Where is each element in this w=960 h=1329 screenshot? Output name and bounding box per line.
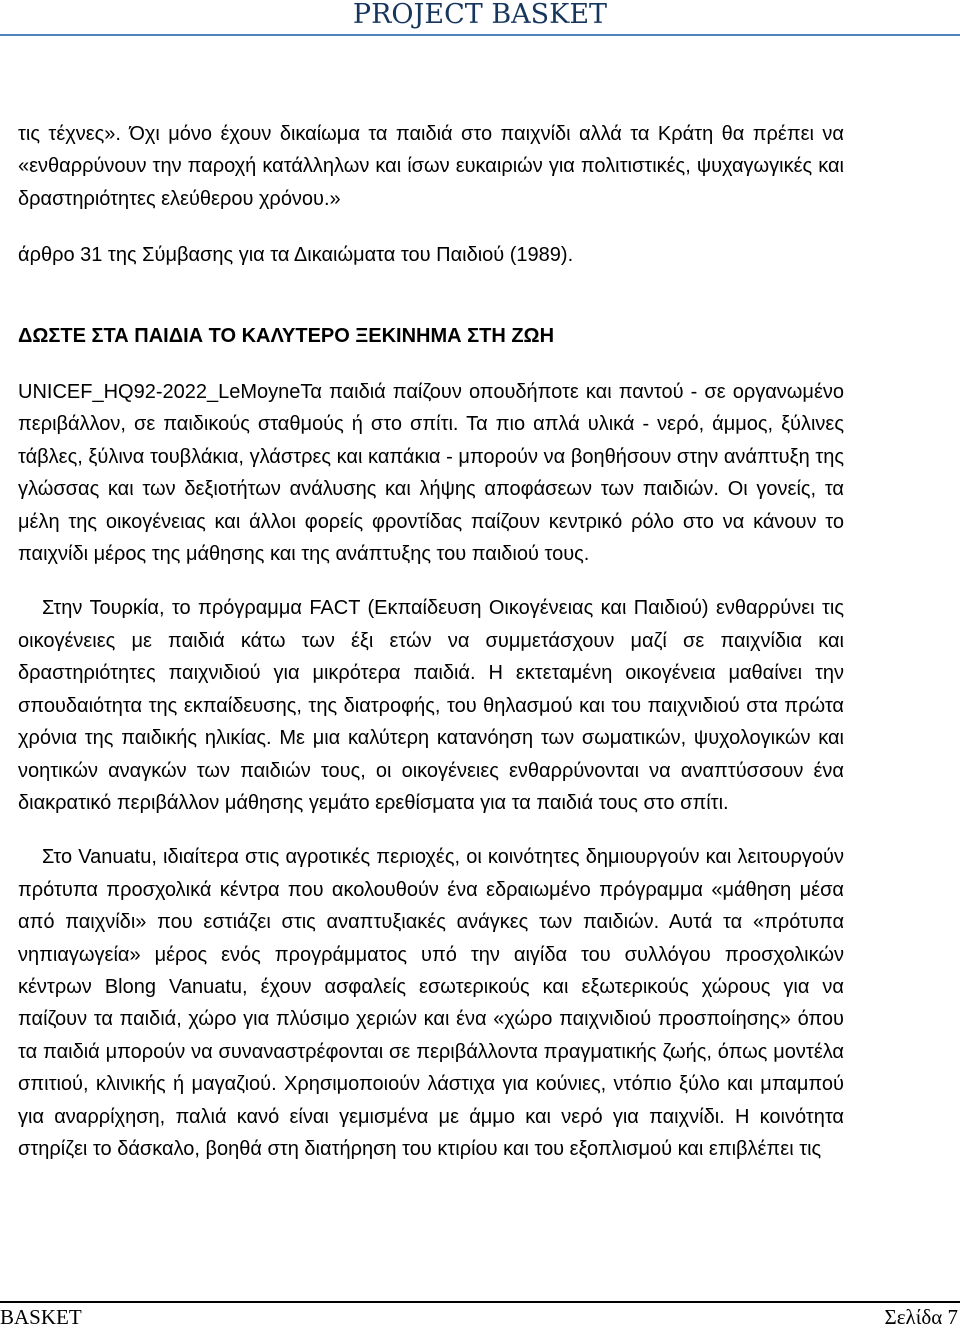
paragraph-turkey: Στην Τουρκία, το πρόγραμμα FACT (Εκπαίδευση Οικογένειας και Παιδιού) ενθαρρύνει τις οικογένειες με παιδιά κάτω των έξι ετών να συμμετάσχουν μαζί σε παιχνίδια και δραστηριότητες παιχνιδιού για μικρότερα παιδιά. Η εκτεταμένη οικογένεια μαθαίνει την σπουδαιότητα της εκπαίδευσης, της διατροφής, του θηλασμού και του παιχνιδιού στα πρώτα χρόνια της παιδικής ηλικίας. Με μια καλύτερη κατανόηση των σωματικών, ψυχολογικών και νοητικών αναγκών των παιδιών τους, οι οικογένειες ενθαρρύνονται να αναπτύσσουν ένα διακρατικό περιβάλλον μάθησης γεμάτο ερεθίσματα για τα παιδιά τους στο σπίτι.	[18, 597, 844, 814]
paragraph-vanuatu: Στο Vanuatu, ιδιαίτερα στις αγροτικές περιοχές, οι κοινότητες δημιουργούν και λειτουργούν πρότυπα προσχολικά κέντρα που ακολουθούν ένα εδραιωμένο πρόγραμμα «μάθηση μέσα από παιχνίδι» που εστιάζει στις αναπτυξιακές ανάγκες των παιδιών. Αυτά τα «πρότυπα νηπιαγωγεία» μέρος ενός προγράμματος υπό την αιγίδα του συλλόγου προσχολικών κέντρων Blong Vanuatu, έχουν ασφαλείς εσωτερικούς και εξωτερικούς χώρους για να παίζουν τα παιδιά, χώρο για πλύσιμο χεριών και ένα «χώρο παιχνιδιού προσποίησης» όπου τα παιδιά μπορούν να συναναστρέφονται σε περιβάλλοντα πραγματικής ζωής, όπως μοντέλα σπιτιού, κλινικής ή μαγαζιού. Χρησιμοποιούν λάστιχα για κούνιες, ντόπιο ξύλο και μπαμπού για αναρρίχηση, παλιά κανό είναι γεμισμένα με άμμο και νερό για παιχνίδι. Η κοινότητα στηρίζει το δάσκαλο, βοηθά στη διατήρηση του κτιρίου και του εξοπλισμού και επιβλέπει τις	[18, 846, 844, 1160]
section-heading: ΔΩΣΤΕ ΣΤΑ ΠΑΙΔΙΑ ΤΟ ΚΑΛΥΤΕΡΟ ΞΕΚΙΝΗΜΑ ΣΤΗ ΖΩΗ	[18, 324, 555, 347]
document-body	[18, 118, 844, 1165]
footer-divider	[0, 1301, 960, 1303]
citation-line: άρθρο 31 της Σύμβασης για τα Δικαιώματα του Παιδιού (1989).	[18, 244, 574, 267]
footer-page-number: Σελίδα 7	[884, 1305, 958, 1329]
intro-paragraph: τις τέχνες». Όχι μόνο έχουν δικαίωμα τα παιδιά στο παιχνίδι αλλά τα Κράτη θα πρέπει να «ενθαρρύνουν την παροχή κατάλληλων και ίσων ευκαιριών για πολιτιστικές, ψυχαγωγικές και δραστηριότητες ελεύθερου χρόνου.»	[18, 123, 844, 210]
paragraph-unicef: UNICEF_HQ92-2022_LeMoyneΤα παιδιά παίζουν οπουδήποτε και παντού - σε οργανωμένο περιβάλλον, σε παιδικούς σταθμούς ή στο σπίτι. Τα πιο απλά υλικά - νερό, άμμος, ξύλινες τάβλες, ξύλινα τουβλάκια, γλάστρες και καπάκια - μπορούν να βοηθήσουν στην ανάπτυξη της γλώσσας και των δεξιοτήτων ανάλυσης και λήψης αποφάσεων των παιδιών. Οι γονείς, τα μέλη της οικογένειας και άλλοι φορείς φροντίδας παίζουν κεντρικό ρόλο στο να κάνουν το παιχνίδι μέρος της μάθησης και της ανάπτυξης του παιδιού τους.	[18, 381, 844, 566]
header-divider	[0, 34, 960, 36]
page-header-title: PROJECT BASKET	[352, 0, 608, 30]
footer-project-name: BASKET	[0, 1305, 82, 1329]
